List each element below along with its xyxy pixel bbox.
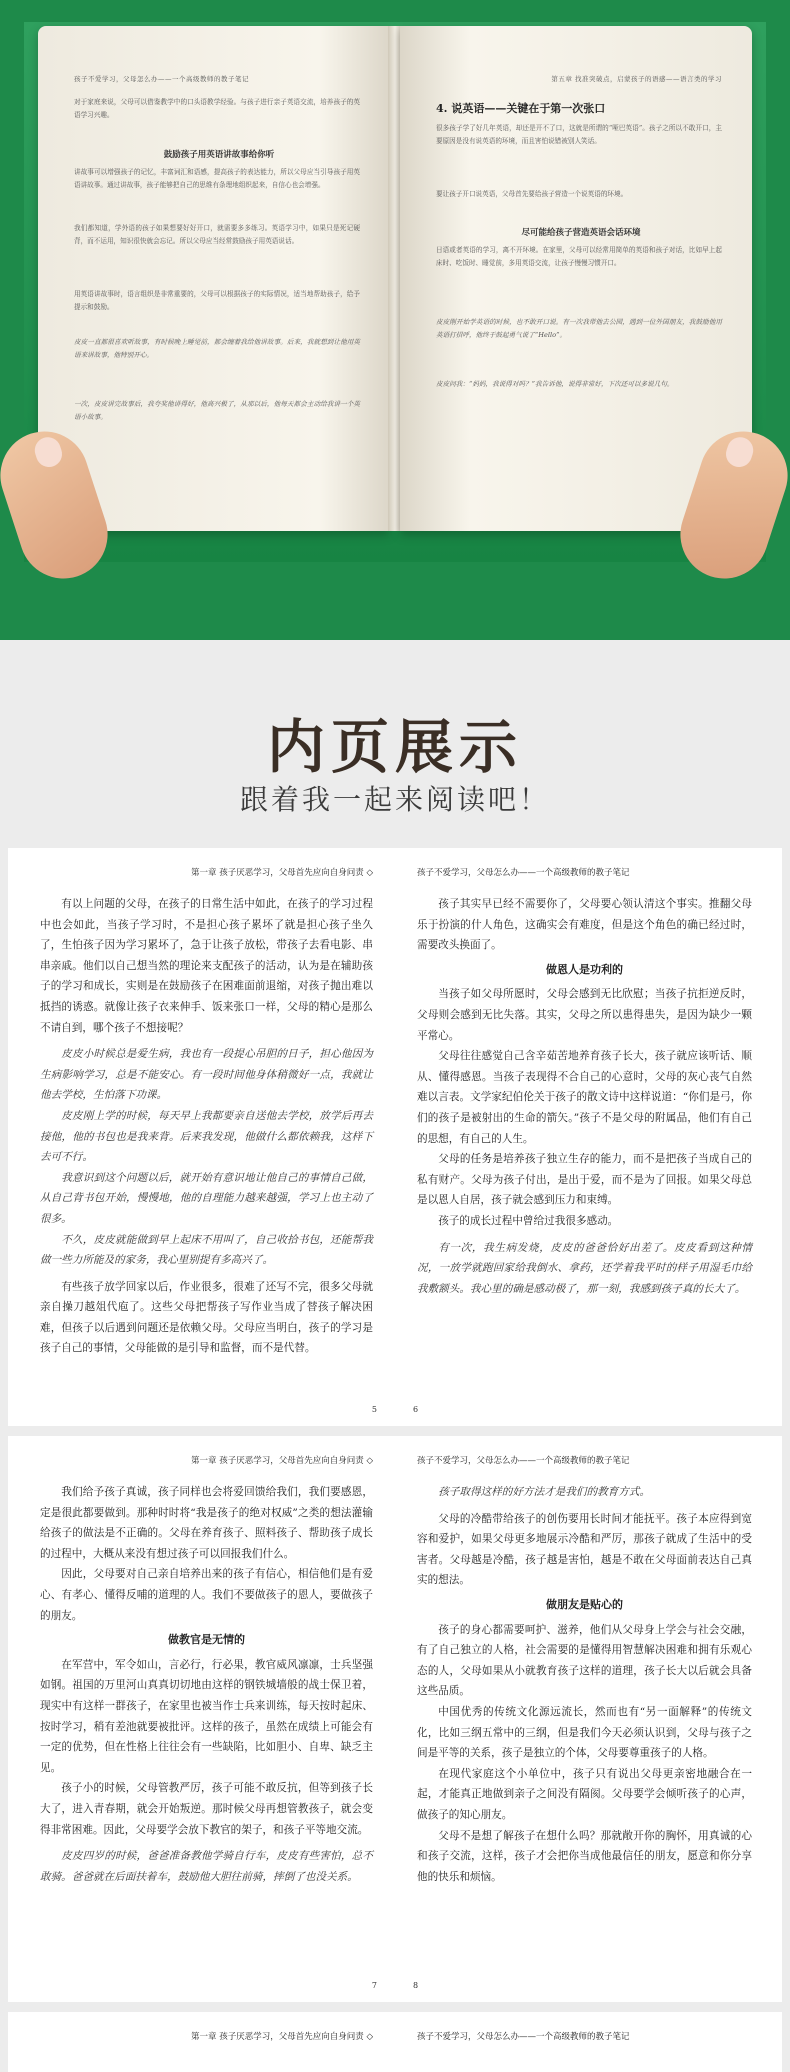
page-spread — [8, 848, 782, 1426]
hero-photo — [0, 0, 790, 640]
left-page-text: 讲故事可以增强孩子的记忆，丰富词汇和语感，提高孩子的表达能力，所以父母应当引导孩子用英语讲故事。通过讲故事，孩子能够把自己的思维有条理地组织起来，自信心也会增强。 — [74, 168, 360, 189]
paragraph: 皮皮四岁的时候，爸爸准备教他学骑自行车，皮皮有些害怕，总不敢骑。爸爸就在后面扶着车，鼓励他大胆往前骑，摔倒了也没关系。 — [40, 1850, 373, 1883]
paragraph: 孩子其实早已经不需要你了，父母要心领认清这个事实。推翻父母乐于扮演的什人角色，这确实会有难度，但是这个角色的确已经过时，需要改头换面了。 — [417, 898, 752, 952]
open-book — [38, 26, 752, 531]
page-number: 6 — [413, 1405, 419, 1414]
left-page-intro: 对于家庭来说，父母可以借鉴教学中的口头语教学经验。与孩子进行亲子英语交流，培养孩子的英语学习兴趣。 — [74, 98, 360, 119]
paragraph: 皮皮刚上学的时候，每天早上我都要亲自送他去学校，放学后再去接他，他的书包也是我来背。后来我发现，他做什么都依赖我，这样下去可不行。 — [40, 1109, 373, 1164]
left-page-text: 我们都知道，学外语的孩子如果想要好好开口，就需要多多练习。英语学习中，如果只是死记硬背，而不运用，知识很快就会忘记。所以父母应当经常鼓励孩子用英语说话。 — [74, 224, 360, 245]
right-page-text: 皮皮刚开始学英语的时候，也不敢开口说。有一次我带他去公园，遇到一位外国朋友，我鼓励他用英语打招呼，他终于鼓起勇气说了“Hello”。 — [436, 318, 722, 339]
running-header: 孩子不爱学习，父母怎么办——一个高级教师的教子笔记 — [417, 2032, 630, 2042]
running-header: 第一章 孩子厌恶学习，父母首先应向自身问责 ◇ — [191, 1456, 373, 1466]
paragraph: 孩子小的时候，父母管教严厉，孩子可能不敢反抗，但等到孩子长大了，进入青春期，就会开始叛逆。那时候父母再想管教孩子，就会变得非常困难。因此，父母要学会放下教官的架子，和孩子平等地交流。 — [40, 1782, 373, 1836]
right-page-header: 第五章 找准突破点，启蒙孩子的语感——语言类的学习 — [551, 75, 722, 83]
right-page-section-title: 4. 说英语——关键在于第一次张口 — [436, 102, 606, 115]
page-spread — [8, 1436, 782, 2002]
page-body — [40, 894, 373, 1359]
running-header: 孩子不爱学习，父母怎么办——一个高级教师的教子笔记 — [417, 1456, 630, 1466]
paragraph: 孩子取得这样的好方法才是我们的教育方式。 — [438, 1486, 651, 1498]
page-number: 7 — [371, 1981, 377, 1990]
page-body — [40, 1482, 373, 1887]
paragraph: 父母的任务是培养孩子独立生存的能力，而不是把孩子当成自己的私有财产。父母为孩子付出，是出于爱，而不是为了回报。如果父母总是以恩人自居，孩子就会感到压力和束缚。 — [417, 1153, 752, 1207]
left-page — [8, 848, 395, 1426]
right-page-text: 要让孩子开口说英语，父母首先要给孩子营造一个说英语的环境。 — [436, 190, 628, 198]
page-number: 5 — [371, 1405, 377, 1414]
paragraph: 父母的冷酷带给孩子的创伤要用长时间才能抚平。孩子本应得到宽容和爱护，如果父母更多地展示冷酷和严厉，那孩子就成了生活中的受害者。父母越是冷酷，孩子越是害怕，越是不敢在父母面前表达自己真实的想法。 — [417, 1512, 752, 1587]
paragraph: 孩子的成长过程中曾给过我很多感动。 — [438, 1214, 619, 1227]
paragraph: 我意识到这个问题以后，就开始有意识地让他自己的事情自己做，从自己背书包开始，慢慢地，他的自理能力越来越强，学习上也主动了很多。 — [40, 1171, 373, 1225]
paragraph: 父母往往感觉自己含辛茹苦地养育孩子长大，孩子就应该听话、顺从、懂得感恩。当孩子表现得不合自己的心意时，父母的灰心丧气自然难以言表。文学家纪伯伦关于孩子的散文诗中这样说道：“你们是弓，你们的孩子是被射出的生命的箭矢。”孩子不是父母的附属品，他们有自己的思想，有自己的人生。 — [417, 1050, 752, 1145]
thumbnail — [31, 434, 65, 471]
right-page-text: 日语或者英语的学习，离不开环境。在家里，父母可以经常用简单的英语和孩子对话，比如早上起床时、吃饭时、睡觉前，多用英语交流，让孩子慢慢习惯开口。 — [436, 246, 722, 267]
paragraph: 父母不是想了解孩子在想什么吗？那就敞开你的胸怀，用真诚的心和孩子交流，这样，孩子才会把你当成他最信任的朋友，愿意和你分享他的快乐和烦恼。 — [417, 1829, 752, 1883]
page-number: 8 — [413, 1981, 419, 1990]
right-page-text: 皮皮问我：“妈妈，我说得对吗？”我告诉他，说得非常好，下次还可以多说几句。 — [436, 380, 674, 388]
right-page — [395, 1436, 782, 2002]
section-subtitle: 跟着我一起来阅读吧！ — [239, 783, 550, 816]
paragraph: 中国优秀的传统文化源远流长，然而也有“另一面解释”的传统文化，比如三纲五常中的三纲，但是我们今天必须认识到，父母与孩子之间是平等的关系，孩子是独立的个体，父母要尊重孩子的人格。 — [417, 1705, 752, 1760]
book-left-page — [38, 26, 390, 531]
paragraph: 皮皮小时候总是爱生病，我也有一段提心吊胆的日子，担心他因为生病影响学习，总是不能安心。有一段时间他身体稍微好一点，我就让他去学校，生怕落下功课。 — [40, 1048, 373, 1102]
running-header: 第一章 孩子厌恶学习，父母首先应向自身问责 ◇ — [191, 868, 373, 878]
subsection-title: 做恩人是功利的 — [546, 962, 623, 976]
left-page-header: 孩子不爱学习，父母怎么办——一个高级教师的教子笔记 — [74, 75, 249, 83]
right-page — [395, 848, 782, 1426]
left-page — [8, 2012, 395, 2072]
paragraph: 有些孩子放学回家以后，作业很多，很难了还写不完，很多父母就亲自操刀越俎代庖了。这些父母把帮孩子写作业当成了替孩子解决困难，但孩子以后遇到问题还是依赖父母。父母应当明白，孩子的学习是孩子自己的事情，父母能做的是引导和监督，而不是代替。 — [40, 1280, 373, 1355]
section-title: 内页展示 — [266, 713, 523, 781]
paragraph: 当孩子如父母所愿时，父母会感到无比欣慰；当孩子抗拒逆反时，父母则会感到无比失落。其实，父母之所以患得患失，是因为缺少一颗平常心。 — [417, 988, 752, 1042]
paragraph: 有以上问题的父母，在孩子的日常生活中如此，在孩子的学习过程中也会如此，当孩子学习时，不是担心孩子累坏了就是担心孩子坐久了，生怕孩子因为学习累坏了，急于让孩子放松，带孩子去看电影、串串亲戚。他们以自己想当然的理论来支配孩子的活动，认为是在辅助孩子的学习和成长，实则是在鼓励孩子在困难面前退缩，对孩子抛出难以抵挡的诱惑。就像让孩子衣来伸手、饭来张口一样，父母的精心是那么不请自到，哪个孩子不想接呢？ — [40, 898, 373, 1034]
paragraph: 孩子的身心都需要呵护、滋养，他们从父母身上学会与社会交融，有了自己独立的人格，社会需要的是懂得用智慧解决困难和拥有乐观心态的人，父母如果从小就教育孩子这样的道理，孩子长大以后就会具备这些品质。 — [417, 1623, 752, 1698]
left-page-text: 皮皮一直都很喜欢听故事，有时候晚上睡觉前，都会缠着我给他讲故事。后来，我就想到让他用英语来讲故事，他特别开心。 — [74, 338, 360, 359]
page-spread — [8, 2012, 782, 2072]
subsection-title: 做朋友是贴心的 — [546, 1597, 623, 1611]
paragraph: 我们给予孩子真诚，孩子同样也会将爱回馈给我们，我们要感恩，定是很此都要做到。那种时时将“我是孩子的绝对权威”之类的想法灌输给孩子的做法是不正确的。父母在养育孩子、照料孩子、帮助孩子成长的过程中，大概从来没有想过孩子可以回报我们什么。 — [40, 1486, 373, 1560]
right-page — [395, 2012, 782, 2072]
left-page-text: 用英语讲故事时，语言组织是非常重要的，父母可以根据孩子的实际情况，适当地帮助孩子，给予提示和鼓励。 — [74, 290, 360, 311]
paragraph: 有一次，我生病发烧，皮皮的爸爸恰好出差了。皮皮看到这种情况，一放学就跑回家给我倒水、拿药，还学着我平时的样子用湿毛巾给我敷额头。我心里的确是感动极了，那一刻，我感到孩子真的长大了。 — [417, 1241, 752, 1295]
paragraph: 不久，皮皮就能做到早上起床不用叫了，自己收拾书包，还能帮我做一些力所能及的家务，我心里别提有多高兴了。 — [40, 1233, 373, 1267]
running-header: 孩子不爱学习，父母怎么办——一个高级教师的教子笔记 — [417, 868, 630, 878]
page-body — [417, 894, 752, 1299]
running-header: 第一章 孩子厌恶学习，父母首先应向自身问责 ◇ — [191, 2032, 373, 2042]
right-page-text: 很多孩子学了好几年英语，却还是开不了口，这就是所谓的“哑巴英语”。孩子之所以不敢开口，主要原因是没有说英语的环境，而且害怕说错被别人笑话。 — [436, 124, 722, 145]
right-page-subtitle: 尽可能给孩子营造英语会话环境 — [521, 228, 641, 238]
paragraph: 在现代家庭这个小单位中，孩子只有说出父母更亲密地融合在一起，才能真正地做到亲子之间没有隔阂。父母要学会倾听孩子的心声，做孩子的知心朋友。 — [417, 1767, 752, 1821]
left-page-title: 鼓励孩子用英语讲故事给你听 — [163, 150, 275, 160]
paragraph: 在军营中，军令如山，言必行，行必果，教官威风凛凛，士兵坚强如钢。祖国的万里河山真真切切地由这样的钢铁城墙般的战士保卫着，现实中有这样一群孩子，在家里也被当作士兵来训练，每天按时起床、按时学习，稍有差池就要被批评。这样的孩子，虽然在成绩上可能会有一定的优势，但在性格上往往会有一些缺陷，比如胆小、自卑、缺乏主见。 — [40, 1658, 373, 1774]
subsection-title: 做教官是无情的 — [168, 1633, 245, 1647]
book-right-page — [400, 26, 752, 531]
left-page-text: 一次，皮皮讲完故事后，我夸奖他讲得好，他高兴极了，从那以后，他每天都会主动给我讲一个英语小故事。 — [74, 400, 360, 421]
paragraph: 因此，父母要对自己亲自培养出来的孩子有信心，相信他们是有爱心、有孝心、懂得反哺的道理的人。我们不要做孩子的恩人，要做孩子的朋友。 — [40, 1568, 373, 1622]
thumbnail — [723, 434, 757, 471]
left-page — [8, 1436, 395, 2002]
page-body — [417, 1482, 752, 1887]
